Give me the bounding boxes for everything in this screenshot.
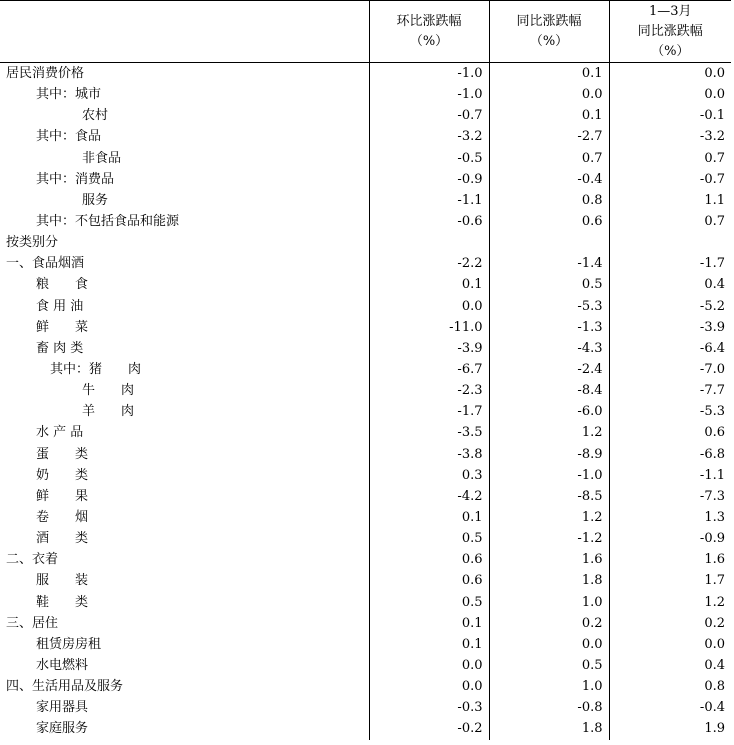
- yoy-value: -0.4: [489, 169, 609, 190]
- row-label: 酒 类: [36, 531, 89, 547]
- table-body: [0, 63, 731, 740]
- mom-value: 0.5: [369, 528, 489, 549]
- table-row: [0, 422, 731, 443]
- mom-value: -4.2: [369, 486, 489, 507]
- table-row: [0, 676, 731, 697]
- mom-value: -6.7: [369, 359, 489, 380]
- table-row: [0, 338, 731, 359]
- mom-value: -1.1: [369, 190, 489, 211]
- yoy-value: -2.7: [489, 126, 609, 147]
- table-row: [0, 444, 731, 465]
- yoy-value: 1.0: [489, 592, 609, 613]
- row-label: 非食品: [82, 150, 122, 166]
- row-label: 奶 类: [36, 467, 89, 483]
- table-row: [0, 169, 731, 190]
- table-row: [0, 274, 731, 295]
- table-row: [0, 359, 731, 380]
- table-row: [0, 528, 731, 549]
- header-yoy-unit: （%）: [529, 33, 569, 49]
- table-row: [0, 570, 731, 591]
- yoy-value: 0.1: [489, 63, 609, 85]
- ytd-value: 1.9: [609, 718, 731, 739]
- yoy-value: -4.3: [489, 338, 609, 359]
- yoy-value: -1.0: [489, 465, 609, 486]
- ytd-value: -5.3: [609, 401, 731, 422]
- mom-value: -3.8: [369, 444, 489, 465]
- ytd-value: -1.1: [609, 465, 731, 486]
- ytd-value: 0.6: [609, 422, 731, 443]
- table-header: [0, 1, 731, 63]
- ytd-value: -7.7: [609, 380, 731, 401]
- table-row: [0, 655, 731, 676]
- mom-value: -3.5: [369, 422, 489, 443]
- mom-value: -0.7: [369, 105, 489, 126]
- header-ytd: [609, 1, 731, 63]
- header-mom: [369, 1, 489, 63]
- ytd-value: -5.2: [609, 296, 731, 317]
- row-label: 家庭服务: [36, 721, 89, 737]
- yoy-value: -0.8: [489, 697, 609, 718]
- row-label: 水电燃料: [36, 658, 89, 673]
- row-label: 其中：不包括食品和能源: [36, 214, 180, 230]
- ytd-value: -0.9: [609, 528, 731, 549]
- table-row: [0, 486, 731, 507]
- table-row: [0, 549, 731, 570]
- row-label: 三、居住: [6, 615, 59, 631]
- table-row: [0, 401, 731, 422]
- yoy-value: [489, 232, 609, 253]
- row-label: 服 装: [36, 573, 89, 589]
- header-label-cell: [0, 1, 369, 63]
- yoy-value: -2.4: [489, 359, 609, 380]
- mom-value: -1.7: [369, 401, 489, 422]
- table-row: [0, 211, 731, 232]
- yoy-value: 0.5: [489, 274, 609, 295]
- ytd-value: -6.4: [609, 338, 731, 359]
- row-label: 粮 食: [36, 277, 89, 293]
- mom-value: -2.2: [369, 253, 489, 274]
- ytd-value: -0.7: [609, 169, 731, 190]
- table-row: [0, 63, 731, 85]
- table-row: [0, 634, 731, 655]
- table-row: [0, 380, 731, 401]
- table-row: [0, 253, 731, 274]
- mom-value: 0.3: [369, 465, 489, 486]
- table-row: [0, 718, 731, 739]
- mom-value: 0.1: [369, 613, 489, 634]
- yoy-value: 0.6: [489, 211, 609, 232]
- mom-value: -0.2: [369, 718, 489, 739]
- row-label: 其中：消费品: [36, 171, 115, 187]
- row-label: 畜 肉 类: [36, 340, 84, 356]
- mom-value: 0.1: [369, 274, 489, 295]
- ytd-value: -1.7: [609, 253, 731, 274]
- row-label: 其中：猪 肉: [50, 362, 142, 378]
- yoy-value: -1.3: [489, 317, 609, 338]
- ytd-value: 1.1: [609, 190, 731, 211]
- row-label: 卷 烟: [36, 510, 89, 526]
- row-label: 一、食品烟酒: [6, 256, 85, 272]
- yoy-value: 0.1: [489, 105, 609, 126]
- yoy-value: 1.8: [489, 570, 609, 591]
- ytd-value: -7.3: [609, 486, 731, 507]
- yoy-value: -5.3: [489, 296, 609, 317]
- header-ytd-period: 1—3月: [648, 3, 692, 19]
- ytd-value: -0.1: [609, 105, 731, 126]
- ytd-value: -3.9: [609, 317, 731, 338]
- table-row: [0, 507, 731, 528]
- ytd-value: 1.7: [609, 570, 731, 591]
- mom-value: -2.3: [369, 380, 489, 401]
- ytd-value: 0.4: [609, 274, 731, 295]
- mom-value: -0.3: [369, 697, 489, 718]
- header-mom-unit: （%）: [409, 33, 449, 49]
- table-row: [0, 190, 731, 211]
- yoy-value: 0.8: [489, 190, 609, 211]
- mom-value: -0.6: [369, 211, 489, 232]
- row-label: 水 产 品: [36, 425, 84, 441]
- yoy-value: -1.4: [489, 253, 609, 274]
- row-label: 鲜 果: [36, 488, 89, 504]
- table-row: [0, 126, 731, 147]
- ytd-value: 0.4: [609, 655, 731, 676]
- mom-value: -1.0: [369, 63, 489, 85]
- row-label: 家用器具: [36, 700, 89, 716]
- ytd-value: -3.2: [609, 126, 731, 147]
- ytd-value: 1.2: [609, 592, 731, 613]
- ytd-value: 0.7: [609, 148, 731, 169]
- mom-value: 0.6: [369, 549, 489, 570]
- row-label: 牛 肉: [82, 383, 135, 399]
- yoy-value: -8.4: [489, 380, 609, 401]
- yoy-value: 1.0: [489, 676, 609, 697]
- table-row: [0, 148, 731, 169]
- yoy-value: 1.2: [489, 422, 609, 443]
- header-ytd-title: 同比涨跌幅: [637, 23, 703, 39]
- yoy-value: -8.9: [489, 444, 609, 465]
- mom-value: -3.2: [369, 126, 489, 147]
- row-label: 居民消费价格: [6, 66, 85, 82]
- ytd-value: 0.8: [609, 676, 731, 697]
- row-label: 服务: [82, 192, 109, 208]
- yoy-value: 0.0: [489, 84, 609, 105]
- mom-value: 0.0: [369, 676, 489, 697]
- header-yoy: [489, 1, 609, 63]
- row-label: 农村: [82, 108, 109, 124]
- table-row: [0, 613, 731, 634]
- mom-value: 0.0: [369, 296, 489, 317]
- yoy-value: -8.5: [489, 486, 609, 507]
- ytd-value: -6.8: [609, 444, 731, 465]
- table-row: [0, 592, 731, 613]
- row-label: 鲜 菜: [36, 319, 89, 335]
- table-row: [0, 105, 731, 126]
- ytd-value: 0.0: [609, 634, 731, 655]
- ytd-value: 0.0: [609, 84, 731, 105]
- yoy-value: 1.6: [489, 549, 609, 570]
- table-row: [0, 296, 731, 317]
- ytd-value: 0.0: [609, 63, 731, 85]
- yoy-value: 1.8: [489, 718, 609, 739]
- header-mom-title: 环比涨跌幅: [396, 13, 462, 29]
- row-label: 其中：城市: [36, 87, 102, 103]
- table-row: [0, 465, 731, 486]
- table-row: [0, 232, 731, 253]
- table-row: [0, 697, 731, 718]
- yoy-value: 0.7: [489, 148, 609, 169]
- yoy-value: 0.2: [489, 613, 609, 634]
- ytd-value: [609, 232, 731, 253]
- mom-value: -11.0: [369, 317, 489, 338]
- ytd-value: 0.7: [609, 211, 731, 232]
- ytd-value: 1.3: [609, 507, 731, 528]
- mom-value: -3.9: [369, 338, 489, 359]
- ytd-value: 1.6: [609, 549, 731, 570]
- row-label: 食 用 油: [36, 298, 84, 314]
- mom-value: -1.0: [369, 84, 489, 105]
- row-label: 按类别分: [6, 235, 59, 251]
- row-label: 租赁房房租: [36, 636, 102, 652]
- mom-value: 0.6: [369, 570, 489, 591]
- mom-value: 0.1: [369, 507, 489, 528]
- yoy-value: 1.2: [489, 507, 609, 528]
- mom-value: 0.5: [369, 592, 489, 613]
- mom-value: 0.0: [369, 655, 489, 676]
- mom-value: -0.9: [369, 169, 489, 190]
- header-ytd-unit: （%）: [651, 43, 690, 59]
- ytd-value: 0.2: [609, 613, 731, 634]
- table-row: [0, 317, 731, 338]
- row-label: 四、生活用品及服务: [6, 679, 124, 695]
- header-yoy-title: 同比涨跌幅: [516, 13, 582, 29]
- mom-value: -0.5: [369, 148, 489, 169]
- yoy-value: 0.5: [489, 655, 609, 676]
- row-label: 羊 肉: [82, 404, 135, 420]
- yoy-value: 0.0: [489, 634, 609, 655]
- row-label: 二、衣着: [6, 552, 59, 568]
- yoy-value: -6.0: [489, 401, 609, 422]
- ytd-value: -7.0: [609, 359, 731, 380]
- row-label: 其中：食品: [36, 129, 102, 145]
- row-label: 蛋 类: [36, 446, 89, 462]
- row-label: 鞋 类: [36, 594, 89, 610]
- yoy-value: -1.2: [489, 528, 609, 549]
- table-row: [0, 84, 731, 105]
- mom-value: 0.1: [369, 634, 489, 655]
- mom-value: [369, 232, 489, 253]
- ytd-value: -0.4: [609, 697, 731, 718]
